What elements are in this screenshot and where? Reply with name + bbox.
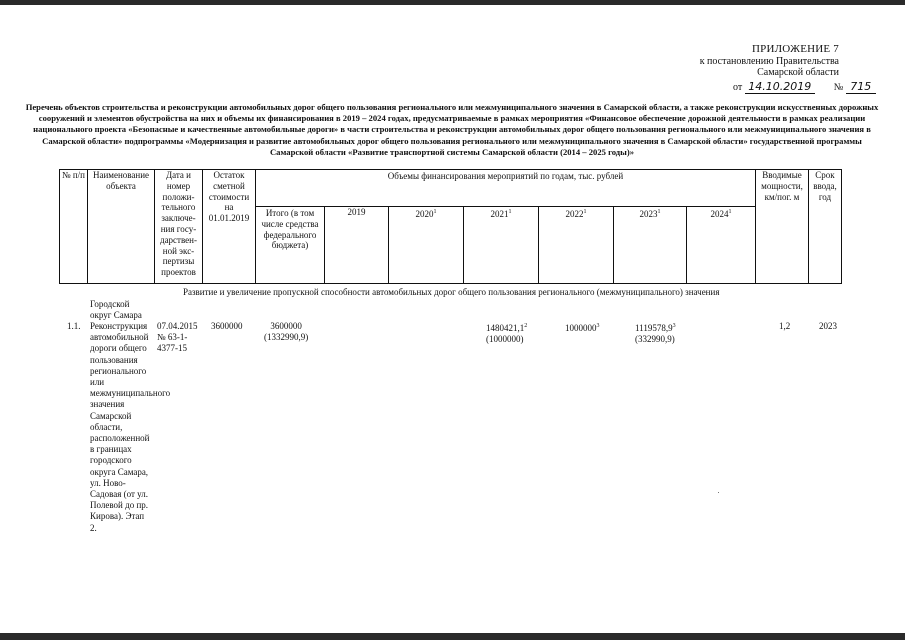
scan-top-edge — [0, 0, 905, 5]
from-label: от — [733, 82, 743, 93]
scan-bottom-edge — [0, 633, 905, 640]
district-name: Городской округ Самара — [90, 299, 142, 320]
resolution-number: 715 — [846, 80, 876, 94]
header-year-2024: 2024$^1$ — [687, 207, 756, 284]
header-term: Срок ввода, год — [809, 170, 842, 284]
term-value: 2023 — [819, 321, 837, 331]
amount-2023: 1119578,9$^3$ (332990,9) — [635, 323, 676, 345]
header-year-2021: 2021$^1$ — [464, 207, 539, 284]
header-financing-volumes: Объемы финансирования мероприятий по годам, тыс. рублей — [256, 170, 756, 207]
capacity-value: 1,2 — [779, 321, 791, 331]
header-capacity: Вводимые мощности, км/пог. м — [756, 170, 809, 284]
header-year-2020: 2020$^1$ — [389, 207, 464, 284]
resolution-date-number — [733, 80, 876, 94]
document-title: Перечень объектов строительства и реконструкции автомобильных дорог общего пользования регионального или межмуниципального значения в Самарской области, а также реконструкции искусственных дорожных сооружений и элементов обустройства на них и объемы их финансирования в 2019 – 2024 годах, предусматриваемые в рамках мероприятия «Финансовое обеспечение дорожной деятельности в рамках реализации национального проекта «Безопасные и качественные автомобильные дороги» в части строительства и реконструкции автомобильных дорог общего пользования регионального или межмуниципального значения в Самарской области» подпрограммы «Модернизация и развитие автомобильных дорог общего пользования регионального или межмуниципального значения в Самарской области» государственной программы Самарской области «Развитие транспортной системы Самарской области (2014 – 2025 годы)» — [25, 102, 879, 157]
header-year-2022: 2022$^1$ — [539, 207, 614, 284]
header-name: Наименование объекта — [88, 170, 155, 284]
resolution-date: 14.10.2019 — [745, 80, 815, 94]
scan-speck — [718, 492, 719, 493]
header-num: № п/п — [60, 170, 88, 284]
header-remaining-cost: Остаток сметной стоимости на 01.01.2019 — [203, 170, 256, 284]
appendix-line-2: Самарской области — [757, 67, 839, 78]
header-year-2019: 2019 — [325, 207, 389, 284]
appendix-line-1: к постановлению Правительства — [699, 55, 839, 67]
financing-table — [59, 169, 842, 284]
row-number: 1.1. — [67, 321, 81, 331]
number-label: № — [833, 82, 844, 93]
object-name: Реконструкция автомобильной дороги общего пользования регионального или межмуниципального значения Самарской области, расположенной в границах городского округа Самара, ул. Ново-Садовая (от ул. Полевой до пр. Кирова). Этап 2. — [90, 321, 171, 533]
appendix-number: ПРИЛОЖЕНИЕ 7 — [752, 43, 839, 55]
header-expertise-date: Дата и номер положи- тельного заключе- ния госу- дарствен- ной экс- пертизы проектов — [155, 170, 203, 284]
amount-2022: 1000000$^3$ — [565, 323, 600, 333]
expertise-date: 07.04.2015 № 63-1- 4377-15 — [157, 321, 198, 354]
header-year-2023: 2023$^1$ — [614, 207, 687, 284]
amount-2021: 1480421,1$^2$ (1000000) — [486, 323, 528, 345]
total-amount: 3600000 (1332990,9) — [264, 321, 309, 343]
header-total: Итого (в том числе средства федерального бюджета) — [256, 207, 325, 284]
section-heading: Развитие и увеличение пропускной способности автомобильных дорог общего пользования регионального (межмуниципального) значения — [183, 287, 720, 297]
remaining-cost: 3600000 — [211, 321, 243, 331]
appendix-heading — [700, 44, 839, 79]
